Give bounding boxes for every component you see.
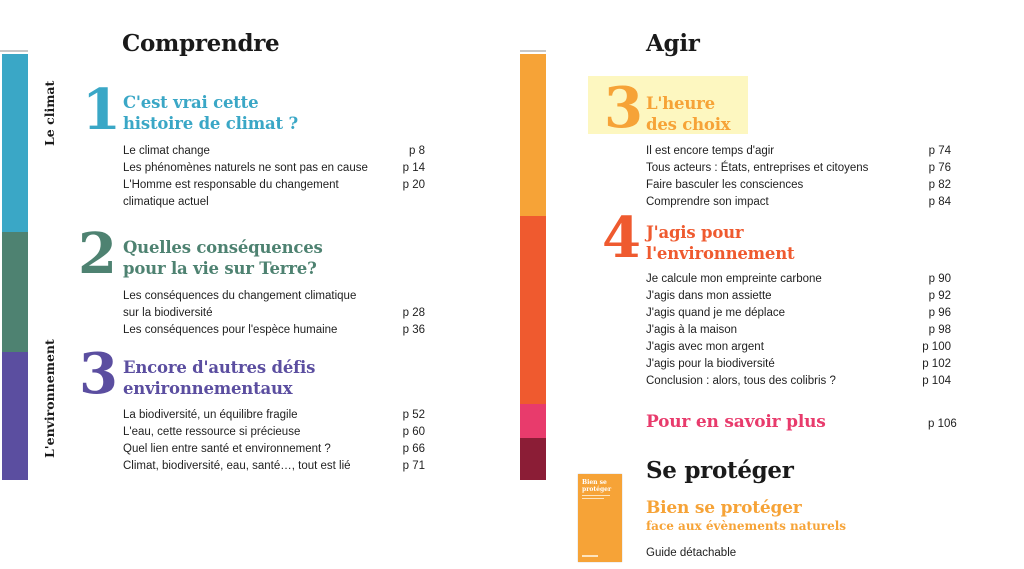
toc-page: p 36 [402,324,425,336]
toc-page: p 76 [928,162,951,174]
climate-bar-blue [2,54,28,232]
protect-title: Bien se protéger [646,498,802,518]
chapter-title [123,92,298,134]
chapter-title [123,357,315,399]
toc-row[interactable] [646,288,951,305]
toc-row[interactable] [646,143,951,160]
toc-page: p 104 [922,375,951,387]
toc-page: p 84 [928,196,951,208]
toc-title: L'eau, cette ressource si précieuse [123,426,301,438]
toc-row[interactable] [646,339,951,356]
toc-title: Les conséquences pour l'espèce humaine [123,324,338,336]
toc-title: Quel lien entre santé et environnement ? [123,443,331,455]
section-title-agir: Agir [646,30,700,57]
tab-label-climate: Le climat [42,80,57,146]
toc-title: Faire basculer les consciences [646,179,804,191]
chapter-toc [123,288,425,339]
toc-page: p 60 [402,426,425,438]
chapter-title [123,237,323,279]
chapter-title-line: J'agis pour [646,223,744,242]
toc-title: Le climat change [123,145,210,157]
toc-page: p 8 [409,145,425,157]
chapter-title-line: L'heure [646,94,715,113]
agir-bar-red-orange [520,216,546,404]
environment-bar-purple [2,352,28,480]
toc-row[interactable] [123,143,425,160]
chapter-number: 1 [82,77,121,143]
toc-page: p 100 [922,341,951,353]
toc-title: J'agis pour la biodiversité [646,358,775,370]
chapter-title [646,222,794,264]
toc-row[interactable] [123,194,425,211]
toc-row[interactable] [646,177,951,194]
toc-row[interactable] [646,160,951,177]
toc-page: p 66 [402,443,425,455]
toc-title: Tous acteurs : États, entreprises et citoyens [646,162,869,174]
chapter-title [646,93,730,135]
toc-row[interactable] [123,424,425,441]
toc-page: p 74 [928,145,951,157]
toc-page: p 52 [402,409,425,421]
toc-row[interactable] [123,288,425,305]
chapter-toc [123,143,425,211]
toc-title: Climat, biodiversité, eau, santé…, tout est lié [123,460,351,472]
chapter-title-line: Encore d'autres défis [123,358,316,377]
toc-page: p 98 [928,324,951,336]
chapter-toc [646,143,951,211]
toc-page: p 92 [928,290,951,302]
toc-page: p 82 [928,179,951,191]
agir-bar-maroon [520,438,546,480]
more-info-page: p 106 [928,418,957,430]
toc-title: climatique actuel [123,196,209,208]
toc-page: p 71 [402,460,425,472]
toc-title: Conclusion : alors, tous des colibris ? [646,375,836,387]
toc-title: J'agis dans mon assiette [646,290,772,302]
toc-row[interactable] [646,373,951,390]
chapter-title-line: Quelles conséquences [123,238,323,257]
toc-row[interactable] [123,322,425,339]
toc-row[interactable] [646,356,951,373]
toc-page: p 90 [928,273,951,285]
protect-subtitle: face aux évènements naturels [646,519,847,533]
toc-title: Comprendre son impact [646,196,769,208]
toc-row[interactable] [646,322,951,339]
toc-title: La biodiversité, un équilibre fragile [123,409,298,421]
toc-row[interactable] [123,305,425,322]
booklet-thumbnail[interactable] [578,474,622,562]
toc-title: Les conséquences du changement climatique [123,290,357,302]
chapter-title-line: des choix [646,115,731,134]
more-info-title[interactable]: Pour en savoir plus [646,412,826,432]
chapter-number: 2 [78,221,117,287]
chapter-toc [646,271,951,390]
toc-title: J'agis avec mon argent [646,341,764,353]
toc-row[interactable] [646,194,951,211]
toc-title: Les phénomènes naturels ne sont pas en cause [123,162,368,174]
chapter-number: 3 [79,341,118,407]
booklet-text-line [582,495,610,496]
agir-bar-orange [520,54,546,216]
section-title-comprendre: Comprendre [122,30,280,57]
toc-row[interactable] [123,160,425,177]
chapter-title-line: C'est vrai cette [123,93,259,112]
toc-page: p 28 [402,307,425,319]
toc-row[interactable] [123,458,425,475]
toc-page: p 20 [402,179,425,191]
booklet-title: Bien se protéger [582,479,612,493]
chapter-toc [123,407,425,475]
protect-note: Guide détachable [646,547,737,559]
section-title-se-proteger: Se protéger [646,457,794,484]
toc-row[interactable] [646,305,951,322]
booklet-logo [582,555,598,557]
tab-label-environment: L'environnement [42,339,57,458]
climate-bar-teal [2,232,28,352]
toc-row[interactable] [123,441,425,458]
toc-title: L'Homme est responsable du changement [123,179,339,191]
toc-page: p 96 [928,307,951,319]
chapter-title-line: pour la vie sur Terre? [123,259,317,278]
toc-title: J'agis à la maison [646,324,738,336]
toc-title: Je calcule mon empreinte carbone [646,273,822,285]
toc-title: J'agis quand je me déplace [646,307,786,319]
toc-title: sur la biodiversité [123,307,213,319]
toc-title: Il est encore temps d'agir [646,145,775,157]
chapter-title-line: histoire de climat ? [123,114,298,133]
corner-rule-right [520,50,546,52]
booklet-text-line [582,498,604,499]
toc-page: p 14 [402,162,425,174]
chapter-number: 4 [602,205,641,271]
toc-row[interactable] [123,177,425,194]
chapter-title-line: l'environnement [646,244,795,263]
agir-bar-pink [520,404,546,438]
toc-row[interactable] [123,407,425,424]
chapter-title-line: environnementaux [123,379,293,398]
corner-rule [0,50,28,52]
toc-row[interactable] [646,271,951,288]
chapter-number: 3 [604,75,643,141]
toc-page: p 102 [922,358,951,370]
